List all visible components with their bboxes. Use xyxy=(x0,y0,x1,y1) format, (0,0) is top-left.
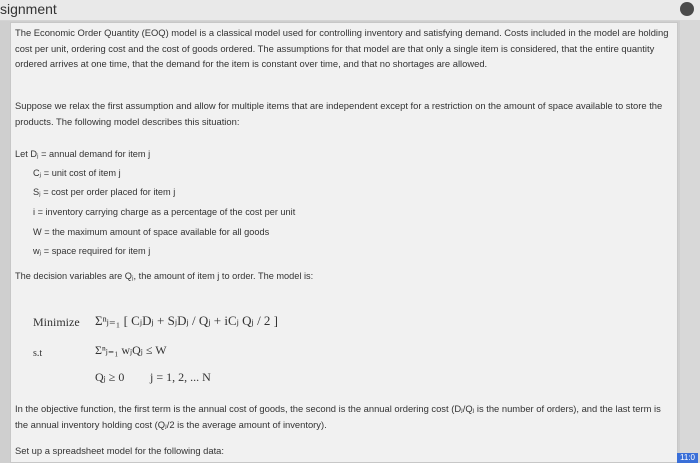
nonnegativity-constraint: Qⱼ ≥ 0 xyxy=(95,370,125,384)
definition-demand: Let Dⱼ = annual demand for item j xyxy=(15,149,151,159)
decision-variables-text: The decision variables are Qⱼ, the amount of item j to order. The model is: xyxy=(15,271,314,281)
subject-to-label: s.t xyxy=(33,348,43,359)
clock-badge: 11:0 xyxy=(677,453,698,463)
definition-max-space: W = the maximum amount of space available for all goods xyxy=(33,227,270,237)
index-range: j = 1, 2, ... N xyxy=(150,370,211,384)
definition-unit-cost: Cⱼ = unit cost of item j xyxy=(33,168,121,178)
space-constraint: Σⁿⱼ₌₁ wⱼQⱼ ≤ W xyxy=(95,343,167,357)
relaxation-paragraph: Suppose we relax the first assumption and allow for multiple items that are independent except for a restriction on the amount of space available to store the products. The following model describes this situation: xyxy=(15,100,663,127)
spreadsheet-instruction: Set up a spreadsheet model for the following data: xyxy=(15,445,224,456)
info-icon[interactable] xyxy=(680,2,694,16)
assignment-panel xyxy=(10,22,678,463)
definition-space-required: wⱼ = space required for item j xyxy=(33,246,151,256)
page-title: signment xyxy=(0,1,57,17)
assignment-header xyxy=(0,0,700,21)
page-edge xyxy=(680,20,700,463)
objective-expression: Σⁿⱼ₌₁ [ CⱼDⱼ + SⱼDⱼ / Qⱼ + iCⱼ Qⱼ / 2 ] xyxy=(95,313,279,328)
definition-order-cost: Sⱼ = cost per order placed for item j xyxy=(33,187,176,197)
objective-label: Minimize xyxy=(33,315,80,329)
intro-paragraph: The Economic Order Quantity (EOQ) model is a classical model used for controlling inventory and satisfying demand. Costs included in the model are holding cost per unit, ordering cost and the cost of goods ordered. The assumptions for that model are that only a single item is considered, that the entire quantity ordered arrives at one time, that the demand for the item is constant over time, and that no shortages are allowed. xyxy=(15,27,669,69)
objective-explanation: In the objective function, the first term is the annual cost of goods, the second is the annual ordering cost (Dⱼ/Qⱼ is the number of orders), and the last term is the annual inventory holding cost (Qⱼ/2 is the average amount of inventory). xyxy=(15,403,661,430)
definition-carrying-charge: i = inventory carrying charge as a percentage of the cost per unit xyxy=(33,207,296,217)
